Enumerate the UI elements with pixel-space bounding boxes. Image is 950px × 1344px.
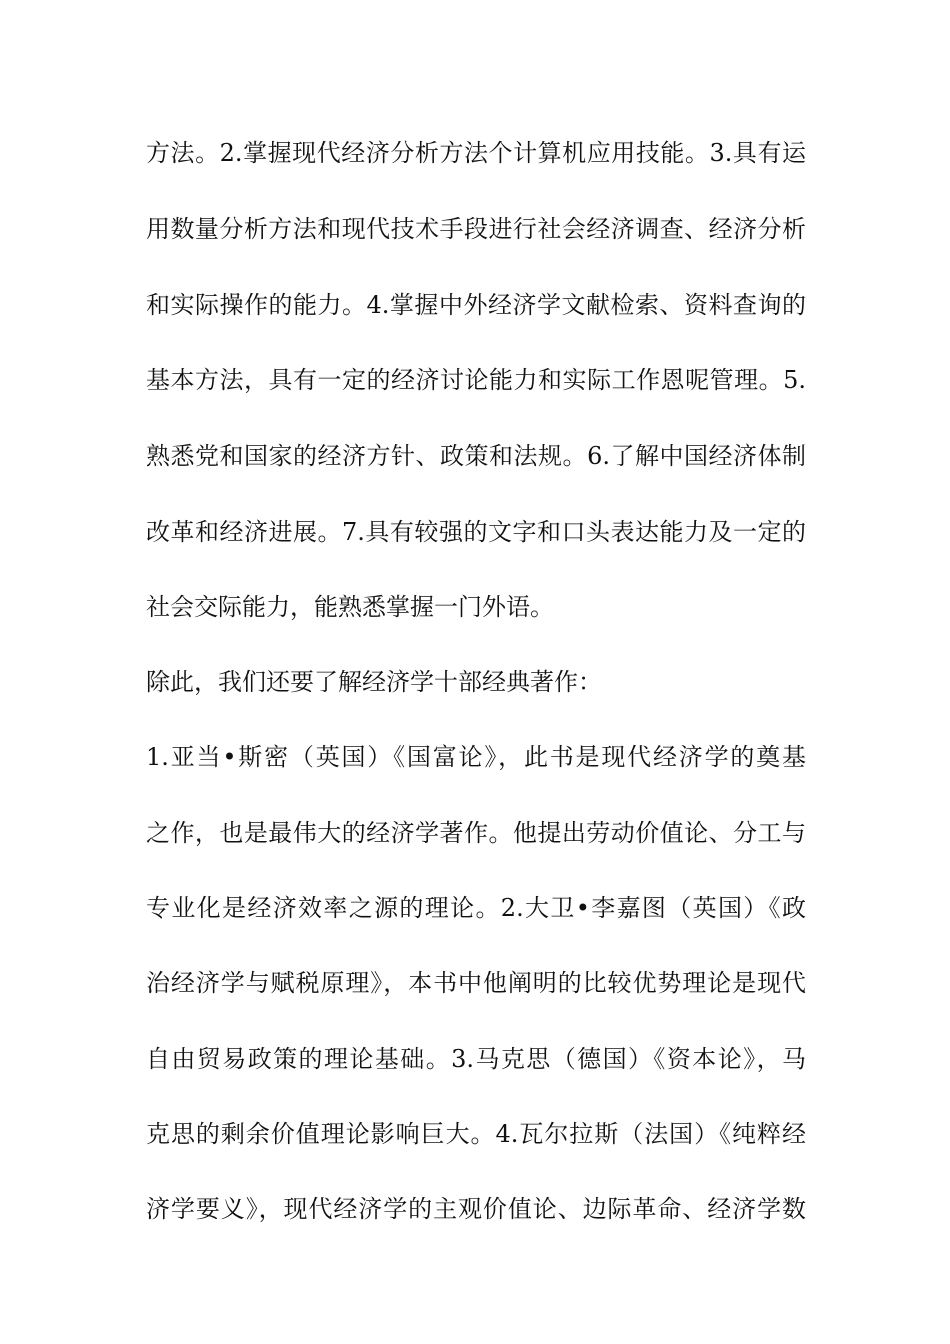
text-line-13: 自由贸易政策的理论基础。3.马克思（德国）《资本论》，马 — [146, 1045, 806, 1073]
text-line-11: 专业化是经济效率之源的理论。2.大卫•李嘉图（英国）《政 — [146, 894, 806, 922]
text-line-4: 基本方法，具有一定的经济讨论能力和实际工作恩呢管理。5. — [146, 366, 806, 394]
text-line-6: 改革和经济进展。7.具有较强的文字和口头表达能力及一定的 — [146, 518, 806, 546]
text-line-2: 用数量分析方法和现代技术手段进行社会经济调查、经济分析 — [146, 215, 806, 243]
text-line-12: 治经济学与赋税原理》，本书中他阐明的比较优势理论是现代 — [146, 969, 806, 997]
text-line-15: 济学要义》，现代经济学的主观价值论、边际革命、经济学数 — [146, 1195, 806, 1223]
text-line-3: 和实际操作的能力。4.掌握中外经济学文献检索、资料查询的 — [146, 291, 806, 319]
text-line-14: 克思的剩余价值理论影响巨大。4.瓦尔拉斯（法国）《纯粹经 — [146, 1120, 806, 1148]
text-line-10: 之作，也是最伟大的经济学著作。他提出劳动价值论、分工与 — [146, 819, 806, 847]
text-line-1: 方法。2.掌握现代经济分析方法个计算机应用技能。3.具有运 — [146, 139, 806, 167]
text-line-5: 熟悉党和国家的经济方针、政策和法规。6.了解中国经济体制 — [146, 442, 806, 470]
text-line-9: 1.亚当•斯密（英国）《国富论》，此书是现代经济学的奠基 — [146, 743, 806, 771]
text-line-8: 除此，我们还要了解经济学十部经典著作： — [146, 668, 602, 696]
text-line-7: 社会交际能力，能熟悉掌握一门外语。 — [146, 593, 554, 621]
